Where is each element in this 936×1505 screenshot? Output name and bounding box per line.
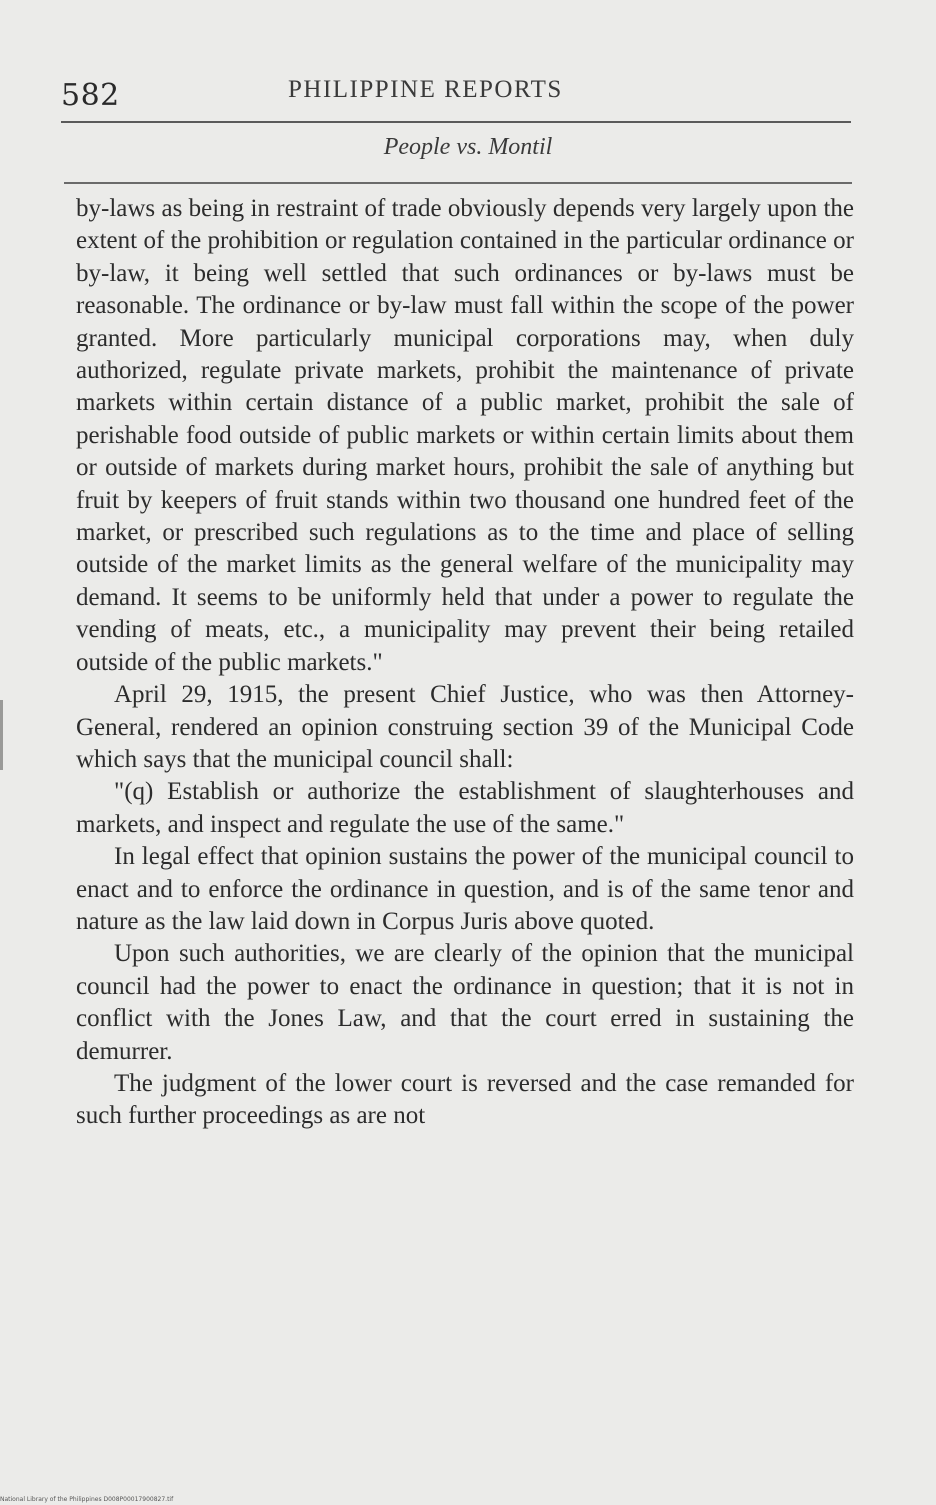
header-rule-bottom: [64, 182, 852, 184]
body-text: [76, 193, 854, 1133]
paragraph-judgment: The judgment of the lower court is reversed and the case remanded for such further proceedings as are not: [76, 1069, 854, 1130]
scan-footer-label: National Library of the Philippines D008P00017900827.tif: [0, 1496, 174, 1503]
paragraph-continuation: by-laws as being in restraint of trade obviously depends very largely upon the extent of the prohibition or regulation contained in the particular ordinance or by-law, it being well settled that such ordinances or by-laws must be reasonable. The ordinance or by-law must fall within the scope of the power granted. More particularly municipal corporations may, when duly authorized, regulate private markets, prohibit the maintenance of private markets within certain distance of a public market, prohibit the sale of perishable food outside of public markets or within certain limits about them or outside of markets during market hours, prohibit the sale of anything but fruit by keepers of fruit stands within two thousand one hundred feet of the market, or prescribed such regulations as to the time and place of selling outside of the market limits as the general welfare of the municipality may demand. It seems to be uniformly held that under a power to regulate the vending of meats, etc., a municipality may prevent their being retailed outside of the public markets.": [76, 195, 854, 676]
paragraph-legal-effect: In legal effect that opinion sustains the power of the municipal council to enact and to enforce the ordinance in question, and is of the same tenor and nature as the law laid down in Corpus Juris above quoted.: [76, 843, 854, 935]
running-head: PHILIPPINE REPORTS: [288, 76, 563, 103]
scan-margin-mark: [0, 700, 3, 770]
case-title: People vs. Montil: [383, 134, 553, 160]
paragraph-quoted-section: "(q) Establish or authorize the establishment of slaughterhouses and markets, and inspect and regulate the use of the same.": [76, 778, 854, 838]
paragraph-conclusion: Upon such authorities, we are clearly of the opinion that the municipal council had the power to enact the ordinance in question; that it is not in conflict with the Jones Law, and that the court erred in sustaining the demurrer.: [76, 940, 854, 1065]
page-number: 582: [61, 78, 120, 113]
paragraph-attorney-general-opinion: April 29, 1915, the present Chief Justice, who was then Attorney-General, rendered an opinion construing section 39 of the Municipal Code which says that the municipal council shall:: [76, 681, 854, 773]
header-rule-top: [61, 121, 851, 123]
